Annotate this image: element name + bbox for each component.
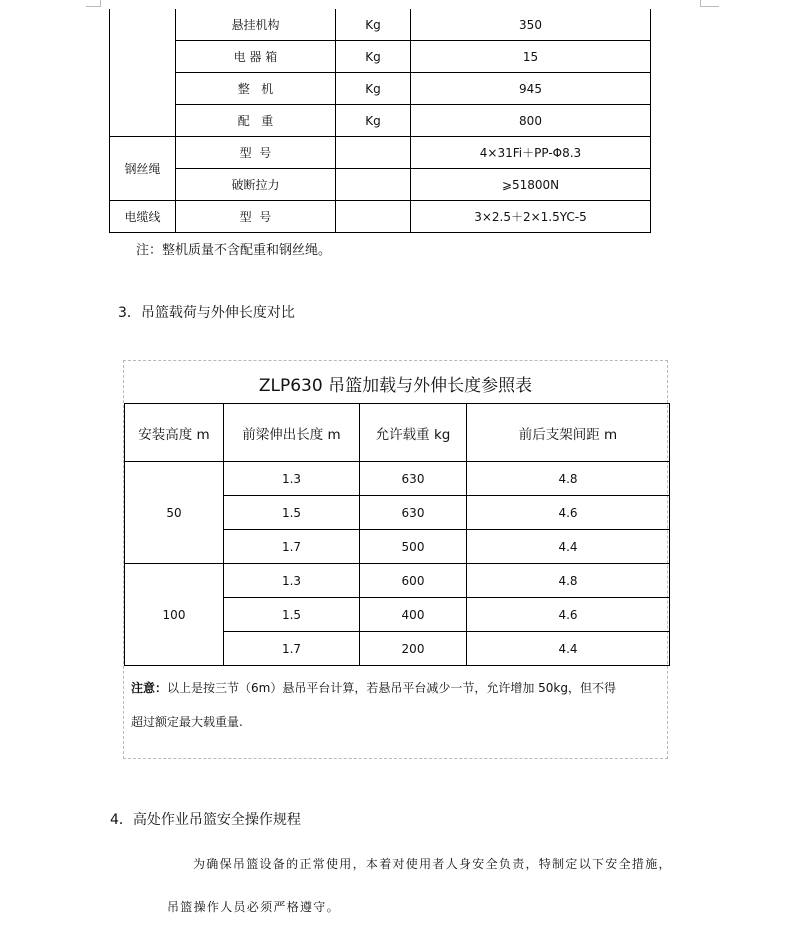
load-note-text-1: 以上是按三节（6m）悬吊平台计算，若悬吊平台减少一节，允许增加 50kg，但不得 bbox=[167, 681, 616, 695]
spec-unit: Kg bbox=[336, 73, 411, 105]
spec-unit: Kg bbox=[336, 41, 411, 73]
extension-cell: 1.7 bbox=[224, 632, 360, 666]
extension-cell: 1.5 bbox=[224, 598, 360, 632]
extension-cell: 1.5 bbox=[224, 496, 360, 530]
header-extension: 前梁伸出长度 m bbox=[224, 404, 360, 462]
body-paragraph-line-1: 为确保吊篮设备的正常使用，本着对使用者人身安全负责，特制定以下安全措施， bbox=[193, 857, 672, 871]
spec-unit bbox=[336, 201, 411, 233]
load-chart-title: ZLP630 吊篮加载与外伸长度参照表 bbox=[258, 376, 533, 396]
load-chart-note bbox=[131, 671, 661, 739]
spec-item: 破断拉力 bbox=[176, 169, 336, 201]
section-3-title: 3．吊篮载荷与外伸长度对比 bbox=[118, 305, 295, 321]
load-cell: 630 bbox=[360, 462, 467, 496]
header-height: 安装高度 m bbox=[125, 404, 224, 462]
spec-unit bbox=[336, 137, 411, 169]
spacing-cell: 4.8 bbox=[467, 564, 670, 598]
load-chart-frame bbox=[123, 360, 668, 759]
table-row bbox=[125, 462, 670, 496]
extension-cell: 1.3 bbox=[224, 462, 360, 496]
height-cell: 100 bbox=[125, 564, 224, 666]
spacing-cell: 4.8 bbox=[467, 462, 670, 496]
page-corner-mark-left bbox=[86, 0, 101, 7]
spec-item: 型 号 bbox=[176, 201, 336, 233]
load-cell: 630 bbox=[360, 496, 467, 530]
spec-table bbox=[109, 9, 651, 233]
table-row bbox=[110, 73, 651, 105]
header-load: 允许载重 kg bbox=[360, 404, 467, 462]
spec-unit: Kg bbox=[336, 9, 411, 41]
spec-value: 4×31Fi＋PP-Φ8.3 bbox=[411, 137, 651, 169]
spec-group-label: 钢丝绳 bbox=[110, 137, 176, 201]
spacing-cell: 4.6 bbox=[467, 496, 670, 530]
spec-unit bbox=[336, 169, 411, 201]
spec-value: 800 bbox=[411, 105, 651, 137]
load-cell: 600 bbox=[360, 564, 467, 598]
spec-value: 15 bbox=[411, 41, 651, 73]
spec-item: 整 机 bbox=[176, 73, 336, 105]
section-4-title: 4．高处作业吊篮安全操作规程 bbox=[110, 812, 301, 828]
spec-note: 注：整机质量不含配重和钢丝绳。 bbox=[136, 243, 332, 258]
spec-item: 悬挂机构 bbox=[176, 9, 336, 41]
load-note-text-2: 超过额定最大载重量. bbox=[131, 715, 243, 729]
table-row bbox=[110, 105, 651, 137]
table-row bbox=[110, 41, 651, 73]
table-row bbox=[125, 564, 670, 598]
height-cell: 50 bbox=[125, 462, 224, 564]
extension-cell: 1.7 bbox=[224, 530, 360, 564]
table-row bbox=[110, 201, 651, 233]
header-spacing: 前后支架间距 m bbox=[467, 404, 670, 462]
table-row bbox=[110, 9, 651, 41]
table-header-row bbox=[125, 404, 670, 462]
spec-value: 945 bbox=[411, 73, 651, 105]
extension-cell: 1.3 bbox=[224, 564, 360, 598]
spacing-cell: 4.6 bbox=[467, 598, 670, 632]
page-corner-mark-right bbox=[700, 0, 719, 7]
body-paragraph-line-2: 吊篮操作人员必须严格遵守。 bbox=[167, 900, 340, 914]
spec-item: 型 号 bbox=[176, 137, 336, 169]
spec-item: 电 器 箱 bbox=[176, 41, 336, 73]
spec-value: 350 bbox=[411, 9, 651, 41]
load-cell: 400 bbox=[360, 598, 467, 632]
load-cell: 500 bbox=[360, 530, 467, 564]
load-note-label: 注意： bbox=[131, 681, 168, 695]
spec-unit: Kg bbox=[336, 105, 411, 137]
table-row bbox=[110, 169, 651, 201]
spec-item: 配 重 bbox=[176, 105, 336, 137]
spacing-cell: 4.4 bbox=[467, 632, 670, 666]
load-cell: 200 bbox=[360, 632, 467, 666]
spec-group-label: 电缆线 bbox=[110, 201, 176, 233]
spacing-cell: 4.4 bbox=[467, 530, 670, 564]
spec-group-cell bbox=[110, 9, 176, 137]
spec-value: 3×2.5＋2×1.5YC-5 bbox=[411, 201, 651, 233]
spec-value: ⩾51800N bbox=[411, 169, 651, 201]
table-row bbox=[110, 137, 651, 169]
load-chart-table bbox=[124, 403, 670, 666]
